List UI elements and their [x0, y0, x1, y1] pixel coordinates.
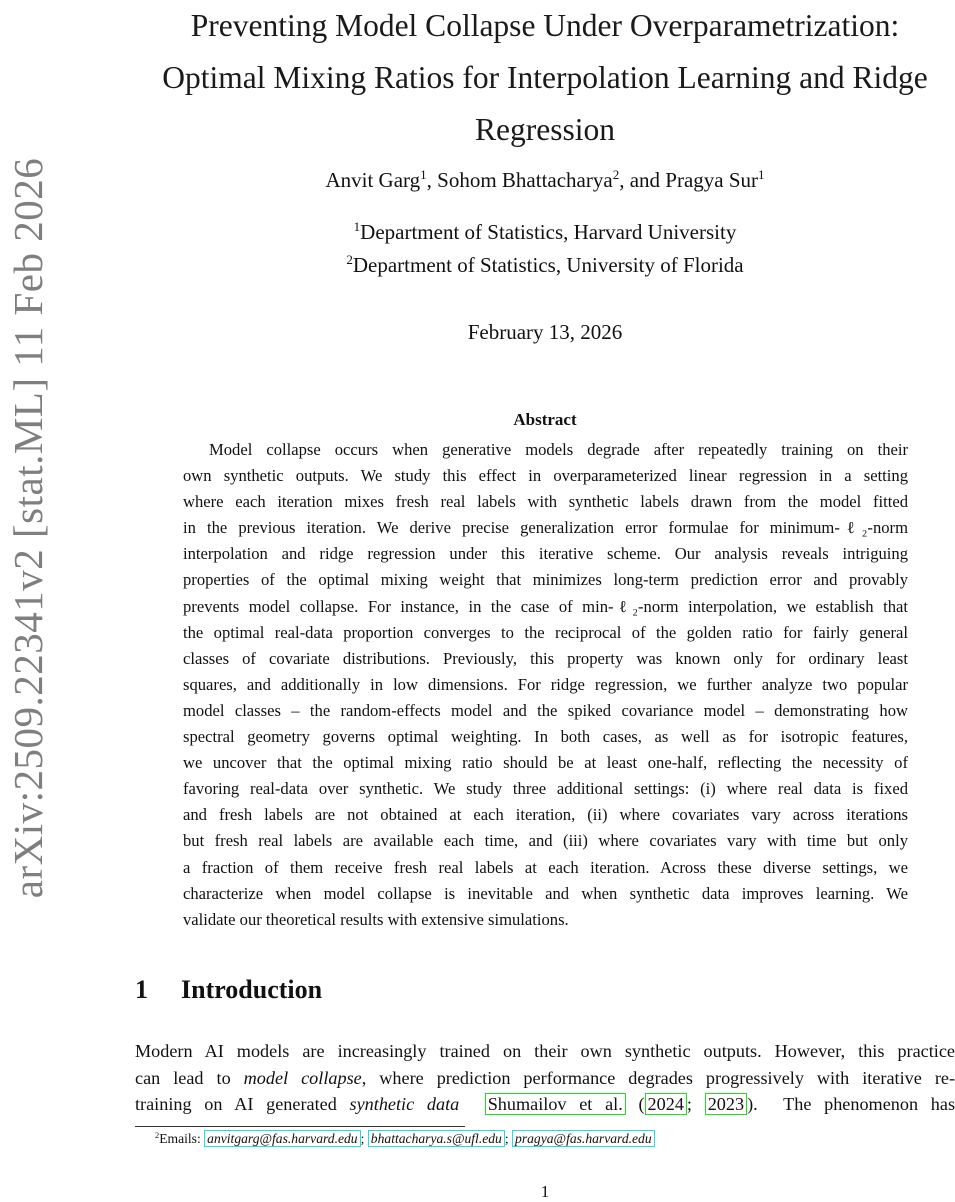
email-link[interactable]: anvitgarg@fas.harvard.edu — [204, 1130, 360, 1147]
abstract-heading: Abstract — [513, 410, 577, 429]
author-name: Pragya Sur — [665, 168, 759, 192]
email-link[interactable]: pragya@fas.harvard.edu — [512, 1130, 655, 1147]
footnote-mark: 2 — [155, 1129, 160, 1140]
abstract-line: own synthetic outputs. We study this effect in overparameterized linear regression in a setting — [183, 466, 908, 486]
abstract-line: and fresh labels are not obtained at each iteration, (ii) where covariates vary across iterations — [183, 805, 908, 825]
section-heading — [135, 975, 322, 1005]
arxiv-side-stamp: arXiv:2509.22341v2 [stat.ML] 11 Feb 2026 — [5, 157, 51, 899]
abstract-line: interpolation and ridge regression under this iterative scheme. Our analysis reveals intriguing — [183, 544, 908, 564]
intro-text: can lead to — [135, 1067, 231, 1088]
intro-text: training on AI generated — [135, 1094, 337, 1114]
intro-text: The phenomenon has — [783, 1094, 955, 1114]
abstract-line: Model collapse occurs when generative models degrade after repeatedly training on their — [209, 440, 908, 459]
intro-line — [135, 1065, 955, 1092]
abstract-line: model classes – the random-effects model and the spiked covariance model – demonstrating how — [183, 700, 908, 720]
abstract-body — [183, 437, 908, 933]
affiliation-mark: 1 — [353, 218, 361, 234]
title-line: Regression — [475, 112, 615, 147]
abstract-line: in the previous iteration. We derive precise generalization error formulae for minimum-ℓ₂-norm — [183, 518, 908, 538]
section-number: 1 — [135, 975, 148, 1004]
abstract-line: validate our theoretical results with extensive simulations. — [183, 909, 569, 929]
intro-emphasis: model collapse — [243, 1067, 362, 1088]
email-link[interactable]: bhattacharya.s@ufl.edu — [368, 1130, 505, 1147]
author-name: Anvit Garg — [325, 168, 421, 192]
author-name: Sohom Bhattacharya — [437, 168, 613, 192]
intro-line: Modern AI models are increasingly trained on their own synthetic outputs. However, this practice — [135, 1041, 955, 1061]
abstract-line: spectral geometry governs optimal weighting. In both cases, as well as for isotropic features, — [183, 727, 908, 747]
abstract-line: squares, and additionally in low dimensions. For ridge regression, we further analyze two popular — [183, 674, 908, 694]
abstract-line: but fresh real labels are available each time, and (iii) where covariates vary with time but only — [183, 831, 908, 851]
affiliation-text: Department of Statistics, University of Florida — [352, 253, 744, 277]
abstract-line: we uncover that the optimal mixing ratio should be at least one-half, reflecting the necessity of — [183, 753, 908, 773]
intro-line: training on AI generated synthetic data Shumailov et al. ( 2024 ; 2023 ). The phenomenon has — [135, 1094, 955, 1114]
citation-year-link[interactable]: 2023 — [705, 1093, 747, 1115]
abstract-line: a fraction of them receive fresh real labels at each iteration. Across these diverse settings, we — [183, 857, 908, 877]
affiliation — [135, 220, 955, 245]
author-affiliation-mark: 1 — [758, 166, 765, 182]
author-separator: , — [426, 168, 438, 192]
abstract-line: classes of covariate distributions. Previously, this property was known only for ordinary least — [183, 648, 908, 668]
footnote-divider — [135, 1126, 465, 1127]
abstract-line: prevents model collapse. For instance, in the case of min-ℓ₂-norm interpolation, we establish that — [183, 596, 908, 616]
title-line: Preventing Model Collapse Under Overparametrization: — [190, 8, 900, 43]
author-affiliation-mark: 2 — [612, 166, 620, 182]
citation-year-link[interactable]: 2024 — [645, 1093, 687, 1115]
affiliation-text: Department of Statistics, Harvard University — [360, 220, 737, 244]
section-title: Introduction — [181, 975, 323, 1004]
abstract-line: where each iteration mixes fresh real labels with synthetic labels drawn from the model fitted — [183, 492, 908, 512]
page-number: 1 — [540, 1182, 550, 1201]
intro-text: , where prediction performance degrades progressively with iterative re- — [361, 1067, 955, 1088]
citation-link[interactable]: Shumailov et al. — [485, 1093, 626, 1115]
author-affiliation-mark: 1 — [420, 166, 427, 182]
abstract-line: properties of the optimal mixing weight that minimizes long-term prediction error and provably — [183, 570, 908, 590]
footnote-label: Emails: — [159, 1131, 205, 1146]
paper-title — [135, 0, 955, 156]
abstract-line: favoring real-data over synthetic. We study three additional settings: (i) where real data is fixed — [183, 779, 908, 799]
author-separator: , and — [619, 168, 666, 192]
introduction-body — [135, 1038, 955, 1118]
author-list — [135, 168, 955, 193]
abstract-line: the optimal real-data proportion converges to the reciprocal of the golden ratio for fairly general — [183, 622, 908, 642]
title-line: Optimal Mixing Ratios for Interpolation Learning and Ridge — [162, 60, 928, 95]
abstract-line: characterize when model collapse is inevitable and when synthetic data improves learning. We — [183, 883, 908, 903]
intro-emphasis: synthetic data — [349, 1094, 460, 1114]
footnote: $^2$Emails: anvitgarg@fas.harvard.edu ; bhattacharya.s@ufl.edu ; pragya@fas.harvard.edu — [155, 1131, 655, 1147]
affiliation-mark: 2 — [346, 251, 353, 267]
paper-date: February 13, 2026 — [467, 320, 623, 344]
affiliation — [135, 253, 955, 278]
